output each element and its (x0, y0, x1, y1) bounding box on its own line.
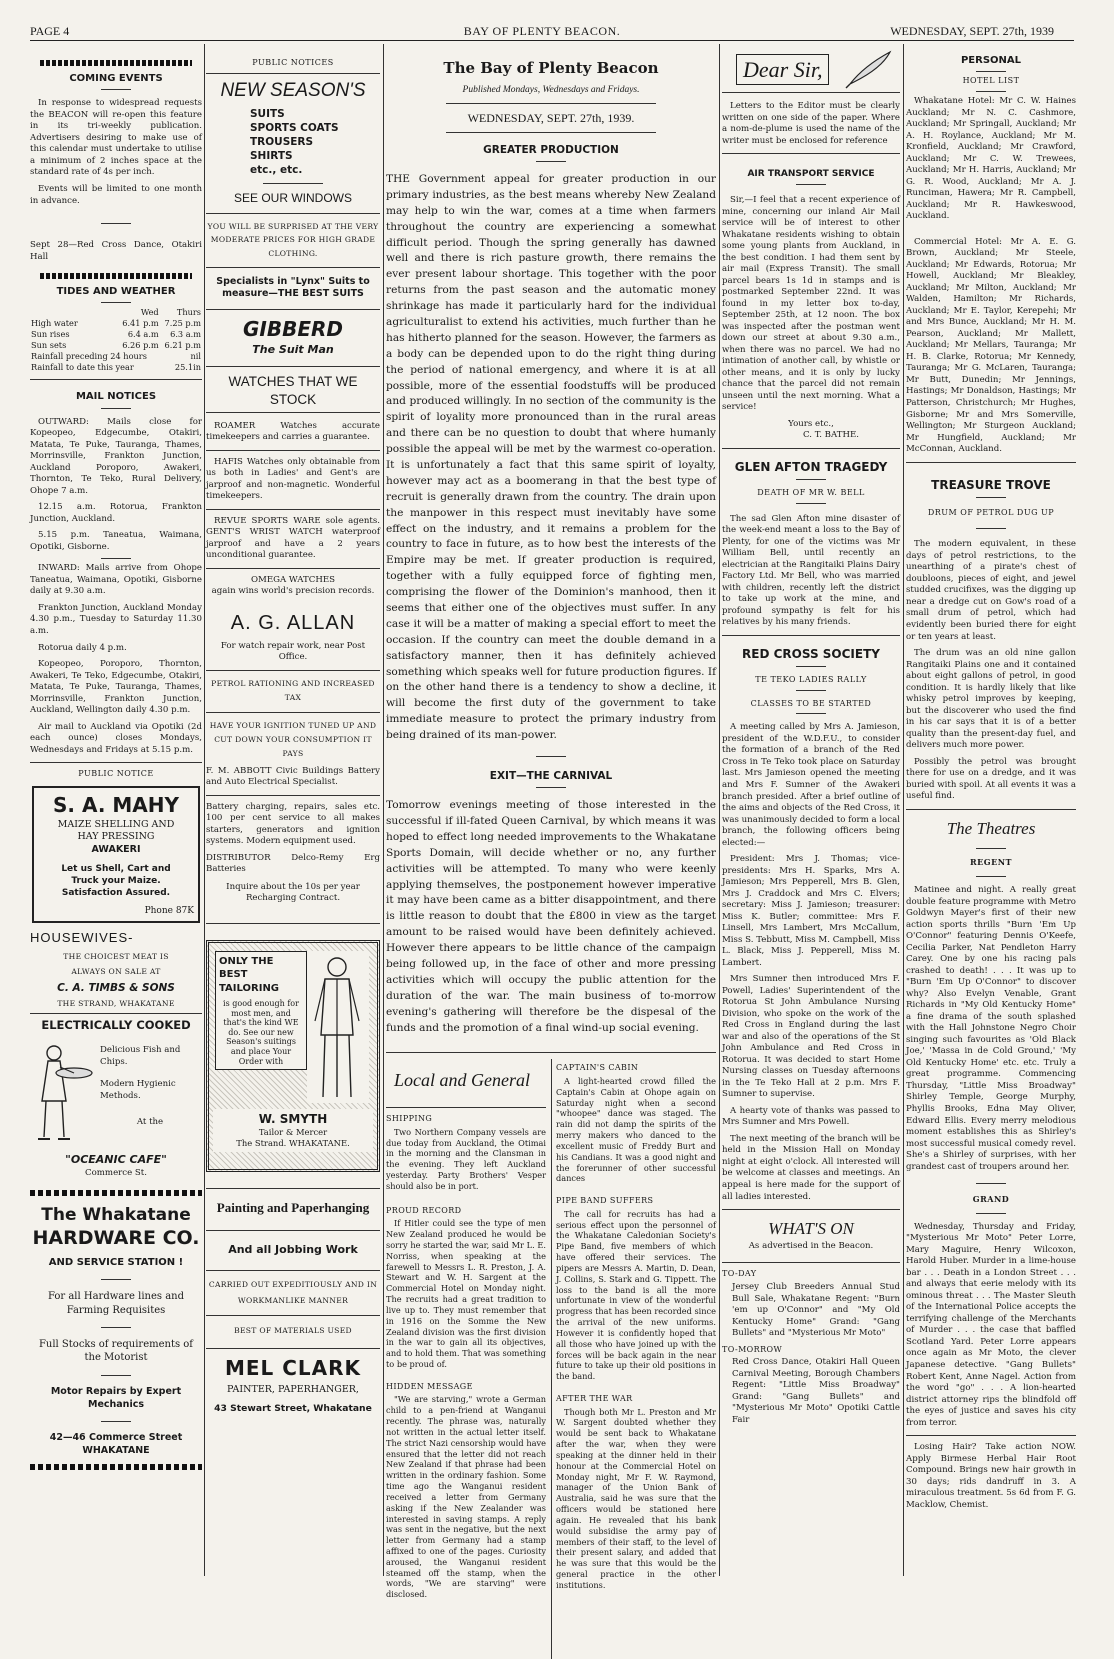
rule (976, 71, 1006, 72)
tide-row (30, 329, 202, 340)
tide-value: nil (190, 351, 201, 362)
tide-label: High water (31, 318, 78, 329)
rule (101, 1279, 131, 1280)
column-1 (30, 44, 202, 1578)
air-transport-letter: Sir,—I feel that a recent experience of mine, concerning our inland Air Mail service will be of interest to other Whakatane residents wishing to obtain some young plants from Auckland, in the best condition. I had them sent by air mail (Express Transit). The small parcel bears 1s 1d in stamps and is postmarked September 22nd. It was found in my letter box to-day, September 25th, at 12 noon. The box was inspected after the postman went down our street at about 9.30 a.m., when there was no parcel. We had no intimation of another call, by whistle or other means, and it is only by lucky chance that the parcel did not remain unseen until the next morning. What a service! (722, 195, 900, 413)
local-general-right (556, 1059, 716, 1595)
tides-table (30, 307, 202, 373)
tailored-man-icon (307, 951, 369, 1103)
ad-phone: Phone 87K (144, 905, 194, 916)
mail-text: Rotorua daily 4 p.m. (38, 642, 127, 653)
ad-text: DISTRIBUTOR Delco-Remy Erg Batteries (206, 852, 380, 875)
rule (206, 1348, 380, 1349)
tomorrow-heading: TO-MORROW (722, 1344, 783, 1354)
today-heading: TO-DAY (722, 1269, 757, 1279)
captains-cabin-heading: CAPTAIN'S CABIN (556, 1063, 639, 1073)
rule (206, 309, 380, 310)
editorial-body: THE Government appeal for greater production in our primary industries, as the best means whereby New Zealand may help to win the war, comes at a time when farmers throughout the country are experiencing a somewhat difficult period. Though the spring generally has dawned well and there is rich pasture growth, there remains the ever present labour shortage. This together with the poor returns from the past season and the automatic money shrinkage has made it particularly hard for the individual agriculturalist to extend his activities, much further than he has hitherto planned for the season. However, the farmers as a body can be depended upon to do the right thing during the period of national emergency, and where it is at all possible, more of the essential foodstuffs will be produced and produced willingly. In no section of the community is the spirit of loyality more pronounced than in the rural areas and there can be no question to doubt that where humanly possible the appeal will be met by the warmest co-operation. It is unfortunately a fact that this same spirit of loyalty, however may act as a boomerang in that the best type of recruit is generally drawn from the country. The drain upon the manpower in this respect must inevitably have some effect on the industry, and it remains a problem for the country to face in future, as to how best the interests of the Empire may be met. If greater production is required, together with a fully equipped force of fighting men, comprising the flower of the Dominion's manhood, then it seems that either one of the objectives must suffer. In any case it will be a matter of making a special effort to meet the occasion. If the country can meet the double demand in a satisfactory manner, then it has definitely achieved something which speaks well for future production figures. If on the other hand there is a tendency to show a decline, it will become the first duty of the government to take immediate measure to protect the primary industry from being drained of its man-power. (386, 172, 716, 742)
gibberd-name: GIBBERD (242, 316, 343, 341)
rule (976, 497, 1006, 498)
rule (722, 635, 900, 636)
mail-inward: INWARD: Mails arrive from Ohope Taneatua, Waimana, Opotiki, Gisborne daily at 9.30 a.m. (30, 563, 202, 597)
ornament-rule (30, 1190, 202, 1196)
ad-text: THE CHOICEST MEAT IS (63, 952, 169, 962)
column-rule (903, 44, 904, 1576)
coming-events-limit: Events will be limited to one month in advance. (30, 184, 202, 206)
ad-text: is good enough for most men, and that's the kind WE do. See our new Season's suitings and place Your Order with (223, 999, 299, 1066)
tide-col-thurs: Thurs (176, 307, 201, 318)
local-general-section (386, 1059, 716, 1659)
ad-text: BEST (219, 969, 248, 981)
ad-text: Modern Hygienic Methods. (100, 1079, 176, 1101)
ad-text: TAILORING (219, 982, 280, 994)
red-cross-body: President: Mrs J. Thomas; vice-presidents: Mrs H. Sparks, Mrs A. Jamieson; Mrs Pepperell, Mrs B. Glen, Mrs J. Craddock and Mrs C. Elvers; secretary: Miss J. Jamieson; treasurer: Miss K. Butler; committee: Mrs F. Linsell, Mrs Lambert, Mrs McCallum, Miss S. Tebbutt, Miss M. Campbell, Miss L. Black, Miss J. Pepperell, Miss M. Lambert. (722, 854, 900, 968)
new-season-title: NEW SEASON'S (220, 79, 366, 101)
rule (30, 762, 202, 763)
captains-cabin-body: A light-hearted crowd filled the Captain's Cabin at Ohope again on Saturday night when a second "whoopee" dance was staged. The rain did not damp the spirits of the merry makers who danced to the excellent music of Freddy Burt and his Candians. It was a good night and the forerunner of other successful dances (556, 1075, 716, 1184)
rule (206, 670, 380, 671)
shipping-heading: SHIPPING (386, 1114, 433, 1124)
tide-row (30, 351, 202, 362)
ad-text: REVUE SPORTS WARE sole agents. GENT'S WRIST WATCH waterproof jarproof and have a 2 years unconditional guarantee. (206, 515, 380, 561)
treasure-trove-heading: TREASURE TROVE (931, 477, 1051, 492)
local-general-left (386, 1059, 546, 1605)
see-windows: SEE OUR WINDOWS (233, 191, 352, 206)
rule (206, 1188, 380, 1189)
rule (906, 809, 1076, 810)
rule (906, 1435, 1076, 1436)
season-item: SUITS (250, 108, 285, 121)
rule (976, 1183, 1006, 1184)
rule (206, 73, 380, 74)
public-notice-label: PUBLIC NOTICE (78, 769, 154, 779)
column-rule (204, 44, 205, 1576)
rule (206, 1315, 380, 1316)
ad-text: ROAMER Watches accurate timekeepers and carries a guarantee. (206, 420, 380, 443)
ad-text: Truck your Maize. (71, 875, 161, 886)
dear-sir-heading: Dear Sir, (736, 54, 829, 85)
red-cross-body: Mrs Sumner then introduced Mrs F. Powell, Ladies' Superintendent of the Rotorua St John Ambulance Nursing Division, who spoke on the work of the Red Cross in England during the last war and also of the operations of the St John Ambulance and Red Cross in Rotorua. It was decided to start Home Nursing classes on Tuesday afternoons in the Te Teko Hall at 2 p.m. Mrs F. Sumner to supervise. (722, 974, 900, 1100)
season-items (206, 107, 380, 177)
tide-value: 25.1in (174, 362, 201, 373)
rule (906, 462, 1076, 463)
rule (206, 795, 380, 796)
ad-text: OMEGA WATCHES (250, 574, 336, 585)
ad-text: HAVE YOUR IGNITION TUNED UP AND (209, 720, 377, 730)
whakatane-hotel-list: Whakatane Hotel: Mr C. W. Haines Auckland; Mr N. C. Cashmore, Auckland; Mr Springall, Auckland; Mr A. H. Roylance, Auckland; Mr M. Kronfield, Auckland; Mr Crawford, Auckland; Mr C. W. Trewees, Auckland; Mr H. Harris, Auckland; Mr G. R. Wood, Auckland; Mr A. J. Runciman, Hawera; Mr R. Campbell, Auckland; Mr R. Hawkeswood, Auckland. (906, 96, 1076, 222)
today-listings: Jersey Club Breeders Annual Stud Bull Sale, Whakatane Regent: "Burn 'em up O'Connor" and "My Old Kentucky Home" Grand: "Gang Bullets" and "Mysterious Mr Moto" (732, 1282, 900, 1339)
rule (263, 183, 323, 184)
rule (101, 1375, 131, 1376)
rule (976, 91, 1006, 92)
carnival-body: Tomorrow evenings meeting of those interested in the successful if ill-fated Queen Carnival, by which means it was hoped to effect long needed improvements to the Whakatane Sports Domain, will decide whether or no, any further activities will be attempted. To many who were keenly applying themselves, the postponement however imperative it may have been came as a bitter disappointment, and there is little reason to doubt that the £800 in view as the target amount to be raised would have been definitely achieved. However there appears to be little chance of the campaign being followed up, in the face of other and more pressing activities which will occupy the public attention for the duration of the war. The main business of to-morrow evening's gathering will therefore be the dispesal of the funds and the promotion of a final wind-up social evening. (386, 799, 716, 1034)
ad-text: Tailor & Mercer (258, 1127, 328, 1138)
mail-text: Frankton Junction, Auckland Monday 4.30 p.m., Tuesday to Saturday 11.30 a.m. (30, 602, 202, 636)
tide-col-wed: Wed (140, 307, 159, 318)
shipping-body: Two Northern Company vessels are due today from Auckland, the Otimai in the morning and the Clansman in the evening. They left Auckland yesterday. Party Brothers' Vesper should also be in port. (386, 1126, 546, 1191)
red-cross-subheading: CLASSES TO BE STARTED (750, 698, 872, 708)
rule (101, 223, 131, 224)
rule (30, 379, 202, 380)
tide-value: 6.3 a.m (170, 329, 201, 340)
regent-heading: REGENT (970, 857, 1012, 868)
ad-text: 42—46 Commerce Street (49, 1432, 183, 1444)
carnival-heading: EXIT—THE CARNIVAL (489, 770, 613, 783)
air-transport-heading: AIR TRANSPORT SERVICE (747, 169, 875, 180)
letter-closing: Yours etc., (788, 418, 834, 429)
hardware-title: HARDWARE CO. (32, 1227, 200, 1250)
rule (101, 558, 131, 559)
ad-text: The Strand. WHAKATANE. (236, 1138, 350, 1149)
rule (722, 153, 900, 154)
rule (206, 568, 380, 569)
smyth-footer (213, 1109, 373, 1152)
rule (30, 1013, 202, 1014)
after-war-heading: AFTER THE WAR (556, 1394, 633, 1404)
rule (722, 448, 900, 449)
rule (386, 1107, 546, 1108)
cafe-ad (30, 1033, 202, 1151)
ad-text: Specialists in "Lynx" Suits to measure—THE BEST SUITS (216, 275, 370, 300)
ad-text: For watch repair work, near Post Office. (220, 640, 366, 663)
coming-events-intro: In response to widespread requests the BEACON will re-open this feature in its tri-weekly publication. Advertisers desiring to make use of this calendar must undertake to utilise a minimum of 2 inches space at the standard rate of 4s per inch. (30, 98, 202, 178)
glen-afton-subheading: DEATH OF MR W. BELL (757, 488, 865, 498)
coming-events-heading: COMING EVENTS (69, 73, 163, 84)
local-general-heading: Local and General (394, 1070, 530, 1091)
beacon-logo: The Bay of Plenty Beacon (443, 59, 659, 77)
tide-value: 6.41 p.m (122, 318, 159, 329)
quill-pen-icon (844, 48, 894, 88)
season-item: SHIRTS (250, 150, 293, 163)
editorial-heading: GREATER PRODUCTION (483, 143, 619, 156)
red-cross-body: A meeting called by Mrs A. Jamieson, president of the W.D.F.U., to consider the formation of a branch of the Red Cross in Te Teko took place on Saturday last. Mrs Jamieson opened the meeting and Mrs F. Sumner of the Awakeri branch presided. After a brief outline of the aims and objects of the Red Cross, it was unanimously decided to form a local branch, the following officers being elected:— (722, 722, 900, 848)
column-3 (386, 44, 716, 1600)
ad-text: At the (136, 1117, 164, 1128)
issue-date: WEDNESDAY, SEPT. 27th, 1939 (890, 24, 1054, 38)
column-rule (551, 1059, 552, 1659)
cook-figure-icon (34, 1037, 96, 1149)
mail-text: Kopeopeo, Poroporo, Thornton, Awakeri, Te Teko, Edgecumbe, Otakiri, Matata, Te Puke, Tauranga, Thames, Morrinsville, Frankton Junction, Auckland, Wellington daily 4.30 p.m. (30, 659, 202, 716)
ad-text: HAFIS Watches only obtainable from us both in Ladies' and Gent's are jarproof and non-magnetic. Wonderful timekeepers. (206, 456, 380, 502)
tide-label: Rainfall preceding 24 hours (31, 351, 147, 362)
event-entry: Sept 28—Red Cross Dance, Otakiri Hall (30, 240, 202, 262)
hidden-message-heading: HIDDEN MESSAGE (386, 1381, 473, 1391)
personal-heading: PERSONAL (960, 55, 1022, 66)
rule (976, 848, 1006, 849)
letters-intro: Letters to the Editor must be clearly written on one side of the paper. Where a nom-de-plume is used the name of the writer must be enclosed for reference (722, 101, 900, 146)
hotel-list-heading: HOTEL LIST (962, 76, 1020, 86)
letter-signature: C. T. BATHE. (803, 430, 859, 441)
rule (206, 1270, 380, 1271)
column-4 (722, 44, 900, 1578)
allan-name: A. G. ALLAN (230, 611, 356, 634)
ad-text: And all Jobbing Work (228, 1243, 358, 1257)
ad-text: Battery charging, repairs, sales etc. 100 per cent service to all makes starters, generators and ignition systems. Modern equipment used. (206, 801, 380, 847)
regent-body: Matinee and night. A really great double feature programme with Metro Goldwyn Mayer's first of their new action sports thrills "Burn 'Em Up O'Connor" featuring Dennis O'Keefe, Cecilia Parker, Nat Pendleton Harry Carey. One by one his racing pals crashed to death! . . . It was up to "Burn 'Em Up O'Connor" to discover why? Also Evelyn Venable, Grant Richards in "My Old Kentucky Home" a fine drama of the south splashed with the Hall Johnstone Negro Choir singing such favourites as 'Old Black Joe,' 'Massa in de Cold Ground,' 'My Old Kentucky Home' etc. etc. Truly a great programme. Commencing Thursday, "Little Miss Broadway" Shirley Temple, George Murphy, Phyllis Brooks, Edna May Oliver, Edward Ellis. Every merry melodious moment establishes this as Shirley's most successful musical comedy revel. She's a Shirley of surprises, with her grandest cast of troupers around her. (906, 885, 1076, 1172)
whats-on-subheading: As advertised in the Beacon. (748, 1240, 874, 1251)
mail-text: Air mail to Auckland via Opotiki (2d each ounce) closes Mondays, Wednesdays and Fridays at 5.15 p.m. (30, 721, 202, 755)
ad-text: BEST OF MATERIALS USED (234, 1325, 352, 1335)
tide-label: Sun rises (31, 329, 70, 340)
publish-schedule: Published Mondays, Wednesdays and Fridays. (462, 85, 640, 96)
ad-text: THE STRAND, WHAKATANE (57, 998, 175, 1008)
ornament-rule (40, 60, 192, 66)
rule (206, 712, 380, 713)
masthead-rule (30, 40, 1074, 41)
grand-body: Wednesday, Thursday and Friday, "Mysterious Mr Moto" Peter Lorre, Mary Maguire, Henry Wilcoxon, Harold Huber. Murder in a lime-house bar . . . Death in a London Street . . . and always that eerie melody with its ominous threat . . . The Master Sleuth of the International Police accepts the terrifying challenge of the Merchants of Murder . . . the case that baffled Scotland Yard. Peter Lorre appears once again as Mr Moto, the clever Japanese detective. "Gang Bullets" Robert Kent, Anne Nagel. Action from the word "go" . . . A lion-hearted district attorney rips the blindfold off the eyes of justice and saves his city from terror. (906, 1221, 1076, 1428)
rule (536, 756, 566, 757)
pipe-band-body: The call for recruits has had a serious effect upon the personnel of the Whakatane Caledonian Society's Pipe Band, five members of which have offered their services. The pipers are Messrs A. Martin, D. Dean, J. Collins, S. Stark and G. Tippett. The loss to the band is all the more unfortunate in view of the wonderful progress that has been recorded since the arrival of the new uniforms. However it is confidently hoped that all those who have joined up with the forces will be back again in the near future to take up their old positions in the band. (556, 1208, 716, 1382)
rule (722, 1262, 900, 1263)
rule (536, 161, 566, 162)
ad-text: Let us Shell, Cart and (61, 863, 171, 874)
smyth-name: W. SMYTH (258, 1111, 328, 1126)
rule (206, 923, 380, 924)
ad-text: Delicious Fish and Chips. (100, 1045, 181, 1067)
theatres-heading: The Theatres (946, 818, 1036, 838)
rule (206, 267, 380, 268)
ad-text: MAIZE SHELLING AND (57, 818, 175, 830)
ad-text: AWAKERI (91, 844, 141, 856)
page-number: PAGE 4 (30, 24, 70, 38)
treasure-trove-body: The modern equivalent, in these days of petrol restrictions, to the unearthing of a pirate's chest of doubloons, pieces of eight, and jewel studded crucifixes, was the digging up near a dredge cut on Gow's road of a small drum of petrol, which had evidently been buried there for eight or ten years at least. (906, 539, 1076, 642)
season-item: SPORTS COATS (250, 122, 339, 135)
tide-row (30, 362, 202, 373)
abbott-ad: F. M. ABBOTT Civic Buildings Battery and Auto Electrical Specialist. (206, 765, 380, 788)
rule (101, 408, 131, 409)
proud-record-body: If Hitler could see the type of men New Zealand produced he would be sorry he started the war, said Mr L. E. Norriss, when speaking at the farewell to Messrs L. R. Preston, J. A. Stewart and W. H. Sargent at the Commercial Hotel on Monday night. The recruits had a great tradition to live up to. They must remember that in 1916 on the Somme the New Zealand division was the first division in the war to gain all its objectives, and to hold them. That was something to be proud of. (386, 1218, 546, 1370)
watches-title: WATCHES THAT WE STOCK (206, 373, 380, 413)
column-5 (906, 44, 1076, 1578)
tide-row (30, 340, 202, 351)
rule (536, 787, 566, 788)
rule (796, 690, 826, 691)
treasure-trove-body: Possibly the petrol was brought there for use on a dredge, and it was buried with spoil. At all events it was a useful find. (906, 756, 1076, 802)
tide-value: 6.21 p.m (164, 340, 201, 351)
rule (206, 213, 380, 214)
tide-label: Sun sets (31, 340, 67, 351)
red-cross-heading: RED CROSS SOCIETY (742, 646, 880, 661)
smyth-ad (206, 940, 380, 1172)
cafe-title: ELECTRICALLY COOKED (41, 1018, 191, 1032)
dear-sir-banner (722, 44, 900, 93)
proud-record-heading: PROUD RECORD (386, 1205, 462, 1215)
editorial-date: WEDNESDAY, SEPT. 27th, 1939. (467, 110, 635, 125)
ad-text: ONLY THE (219, 955, 274, 967)
mail-outward: OUTWARD: Mails close for Kopeopeo, Edgecumbe, Otakiri, Matata, Te Puke, Tauranga, Thames, Morrinsville, Frankton Junction, Auckland Poroporo, Awakeri, Thornton, Te Teko, Rural Delivery, Ohope 7 a.m. (30, 416, 202, 496)
rule (101, 1327, 131, 1328)
commercial-hotel-list: Commercial Hotel: Mr A. E. G. Brown, Auckland; Mr Steele, Auckland; Mr Edwards, Rotorua; Mr Howell, Auckland; Mr Bleakley, Auckland; Mr Milton, Auckland; Mr Walden, Hamilton; Mr Richards, Auckland; Mr E. Taylor, Kerepehi; Mr and Mrs Bunce, Auckland; Mr H. M. Pearson, Auckland; Mr Mallett, Auckland; Mr Mellars, Tauranga; Mr H. B. Clarke, Rotorua; Mr Kennedy, Tauranga; Mr G. McLaren, Tauranga; Mr Butt, Dunedin; Mr Jennings, Hastings; Mr Donaldson, Hastings; Mr Patterson, Christchurch; Mr Hughes, Gisborne; Mr and Mrs Somerville, Wellington; Mr Sturgeon Auckland; Mr Hungfield, Auckland; Mr McConnan, Auckland. (906, 236, 1076, 455)
ad-text: AND SERVICE STATION ! (48, 1256, 184, 1268)
painting-title: Painting and Paperhanging (216, 1199, 370, 1215)
ad-text: Satisfaction Assured. (61, 887, 171, 898)
rule (976, 876, 1006, 877)
rule (446, 132, 656, 133)
ad-text: PAINTER, PAPERHANGER, (227, 1383, 359, 1395)
hair-tonic-ad: Losing Hair? Take action NOW. Apply Birmese Herbal Hair Root Compound. Brings new hair growth in 30 days; rids dandruff in 3. A miraculous treatment. 5s 6d from F. G. Macklow, Chemist. (906, 1442, 1076, 1510)
pipe-band-heading: PIPE BAND SUFFERS (556, 1196, 654, 1206)
rule (796, 713, 826, 714)
tomorrow-listings: Red Cross Dance, Otakiri Hall Queen Carnival Meeting, Borough Chambers Regent: "Little Miss Broadway" Grand: "Gang Bullets" and "Mysterious Mr Moto" Opotiki Cattle Fair (732, 1357, 900, 1425)
grand-heading: GRAND (972, 1194, 1010, 1205)
paper-title: BAY OF PLENTY BEACON. (463, 24, 621, 38)
treasure-trove-body: The drum was an old nine gallon Rangitaiki Plains one and it contained about eight gallons of petrol, in good condition. It is hardly likely that like whisky petrol improves by keeping, but the discoverer who used the find in his car says that it is of a better quality than the present-day fuel, and delivers much more power. (906, 648, 1076, 751)
public-notices-label: PUBLIC NOTICES (252, 58, 334, 67)
petrol-title: PETROL RATIONING AND INCREASED TAX (211, 678, 375, 703)
ad-text: again wins world's precision records. (211, 586, 375, 597)
red-cross-body: The next meeting of the branch will be held in the Mission Hall on Monday night at eight o'clock. All interested will be welcome at classes and meetings. An appeal is here made for the support of all ladies interested. (722, 1133, 900, 1202)
rule (796, 479, 826, 480)
column-rule (719, 44, 720, 1576)
rule (976, 1213, 1006, 1214)
hardware-title: The Whakatane (41, 1204, 191, 1225)
ad-text: Commerce St. (85, 1168, 147, 1179)
ad-text: Motor Repairs by Expert Mechanics (50, 1385, 182, 1410)
rule (976, 528, 1006, 529)
rule (796, 503, 826, 504)
rule (206, 366, 380, 367)
ad-text: CARRIED OUT EXPEDITIOUSLY AND IN WORKMANLIKE MANNER (208, 1280, 378, 1306)
tide-value: 6.4 a.m (127, 329, 159, 340)
ad-text: The Suit Man (252, 342, 334, 356)
hidden-message-body: "We are starving," wrote a German child to a pen-friend at Wanganui recently. The phrase was, naturally not written in the actual letter itself. The strict Nazi censorship would have ensured that the letter did not reach New Zealand if that phrase had been written in the ordinary fashion. Some time ago the Wanganui resident received a letter from Germany asking if the New Zealander was interested in saving stamps. A reply was sent in the negative, but the next letter from Germany had a stamp affixed to one of the pages. Curiosity aroused, the Wanganui resident steamed off the stamp, when the words, "We are starving" were disclosed. (386, 1394, 546, 1600)
tide-value: 7.25 p.m (164, 318, 201, 329)
tides-heading: TIDES AND WEATHER (56, 286, 176, 298)
rule (446, 103, 656, 104)
column-rule (383, 44, 384, 1576)
ad-text: 43 Stewart Street, Whakatane (214, 1402, 372, 1414)
cafe-name: "OCEANIC CAFE" (65, 1153, 167, 1167)
ad-text: ALWAYS ON SALE AT (71, 966, 161, 976)
mahy-name: S. A. MAHY (53, 792, 179, 817)
ad-text: HAY PRESSING (77, 831, 155, 843)
ad-text: WHAKATANE (82, 1444, 150, 1456)
column-2 (206, 44, 380, 1578)
tide-label: Rainfall to date this year (31, 362, 134, 373)
ad-text: CUT DOWN YOUR CONSUMPTION IT PAYS (214, 734, 372, 759)
mail-text: 5.15 p.m. Taneatua, Waimana, Opotiki, Gisborne. (30, 530, 202, 552)
rule (101, 89, 131, 90)
ornament-rule (40, 273, 192, 279)
red-cross-subheading: TE TEKO LADIES RALLY (755, 674, 867, 684)
rule (796, 184, 826, 185)
housewives-title: HOUSEWIVES- (30, 930, 134, 946)
ad-text: Full Stocks of requirements of the Motorist (38, 1339, 194, 1364)
ad-text: C. A. TIMBS & SONS (57, 981, 175, 994)
smyth-text (215, 951, 307, 1070)
rule (206, 1230, 380, 1231)
whats-on-heading: WHAT'S ON (768, 1219, 854, 1239)
ad-text: Inquire about the 10s per year Recharging Contract. (226, 881, 360, 904)
rule (101, 1421, 131, 1422)
glen-afton-body: The sad Glen Afton mine disaster of the week-end meant a loss to the Bay of Plenty, for one of the victims was Mr William Bell, until recently an electrician at the Rangitaiki Plains Dairy Factory Ltd. Mr Bell, who was married with children, recently left the district to take up work at the mine, and profound sympathy is felt for his relatives by his many friends. (722, 513, 900, 628)
after-war-body: Though both Mr L. Preston and Mr W. Sargent doubted whether they would be sent back to Whakatane after the war, when they were speaking at the dinner held in their honour at the Commercial Hotel on Monday night, Mr F. W. Raymond, manager of the Union Bank of Australia, said he was sure that the officers would be stationed here again. He revealed that his bank would subsidise the army pay of members of their staff, to the level of their present salary, and added that he was sure that this would be the general practice in the other institutions. (556, 1406, 716, 1590)
season-item: etc., etc. (250, 164, 303, 177)
mahy-ad (32, 786, 200, 923)
rule (206, 509, 380, 510)
ad-text: For all Hardware lines and Farming Requisites (47, 1291, 185, 1316)
mail-heading: MAIL NOTICES (75, 391, 157, 403)
season-item: TROUSERS (250, 136, 314, 149)
rule (101, 302, 131, 303)
ad-text: YOU WILL BE SURPRISED AT THE VERY MODERATE PRICES FOR HIGH GRADE CLOTHING. (207, 221, 379, 258)
tide-value: 6.26 p.m (122, 340, 159, 351)
ornament-rule (30, 1464, 202, 1470)
rule (206, 450, 380, 451)
red-cross-body: A hearty vote of thanks was passed to Mrs Sumner and Mrs Powell. (722, 1105, 900, 1128)
tide-row (30, 318, 202, 329)
mail-text: 12.15 a.m. Rotorua, Frankton Junction, Auckland. (30, 502, 202, 524)
clark-name: MEL CLARK (224, 1356, 362, 1381)
glen-afton-heading: GLEN AFTON TRAGEDY (734, 459, 888, 474)
rule (796, 666, 826, 667)
rule (386, 1052, 716, 1053)
rule (722, 1209, 900, 1210)
treasure-trove-subheading: DRUM OF PETROL DUG UP (927, 507, 1055, 517)
